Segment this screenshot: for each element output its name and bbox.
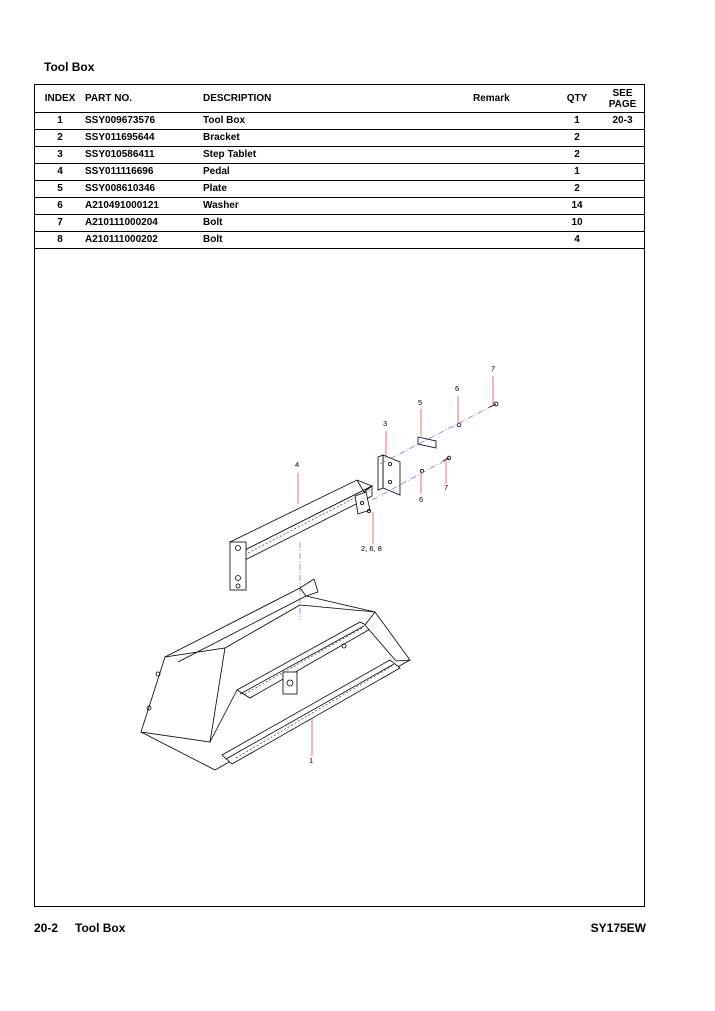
- tool-box-drawing: [141, 579, 410, 770]
- callout-7-top: 7: [491, 364, 496, 373]
- cell-qty: 10: [553, 215, 601, 232]
- cell-see-page: 20-3: [601, 113, 644, 130]
- cell-index: 8: [35, 232, 85, 249]
- section-title: Tool Box: [44, 60, 95, 74]
- cell-part-no: A210491000121: [85, 198, 203, 215]
- cell-part-no: A210111000204: [85, 215, 203, 232]
- cell-description: Pedal: [203, 164, 473, 181]
- cell-index: 7: [35, 215, 85, 232]
- callout-6-top: 6: [455, 384, 460, 393]
- cell-index: 1: [35, 113, 85, 130]
- cell-index: 5: [35, 181, 85, 198]
- footer-page-number: 20-2: [34, 921, 59, 935]
- header-qty: QTY: [553, 85, 601, 113]
- callout-7-bottom: 7: [444, 483, 449, 492]
- cell-qty: 1: [553, 113, 601, 130]
- cell-qty: 2: [553, 130, 601, 147]
- cell-index: 4: [35, 164, 85, 181]
- cell-qty: 14: [553, 198, 601, 215]
- cell-description: Bolt: [203, 232, 473, 249]
- footer-title: Tool Box: [75, 921, 126, 935]
- plate-drawing: [418, 437, 436, 448]
- cell-qty: 4: [553, 232, 601, 249]
- cell-index: 2: [35, 130, 85, 147]
- callout-4: 4: [295, 460, 300, 469]
- cell-description: Step Tablet: [203, 147, 473, 164]
- cell-qty: 1: [553, 164, 601, 181]
- cell-description: Plate: [203, 181, 473, 198]
- cell-index: 6: [35, 198, 85, 215]
- cell-description: Washer: [203, 198, 473, 215]
- callout-6-bottom: 6: [419, 495, 424, 504]
- cell-part-no: SSY011695644: [85, 130, 203, 147]
- cell-part-no: SSY009673576: [85, 113, 203, 130]
- cell-part-no: A210111000202: [85, 232, 203, 249]
- cell-index: 3: [35, 147, 85, 164]
- cell-qty: 2: [553, 181, 601, 198]
- cell-description: Bracket: [203, 130, 473, 147]
- header-remark: Remark: [473, 85, 553, 113]
- header-see-line1: SEE: [612, 87, 633, 99]
- header-index: INDEX: [35, 85, 85, 113]
- footer-model: SY175EW: [590, 921, 646, 935]
- cell-qty: 2: [553, 147, 601, 164]
- cell-part-no: SSY010586411: [85, 147, 203, 164]
- callout-2-6-8: 2, 6, 8: [361, 544, 382, 553]
- step-tablet-drawing: [378, 455, 400, 495]
- cell-part-no: SSY011116696: [85, 164, 203, 181]
- cell-description: Bolt: [203, 215, 473, 232]
- callout-3: 3: [383, 419, 388, 428]
- callout-5: 5: [418, 398, 423, 407]
- cell-part-no: SSY008610346: [85, 181, 203, 198]
- header-see-line2: PAGE: [608, 98, 637, 110]
- header-description: DESCRIPTION: [203, 85, 473, 113]
- header-part-no: PART NO.: [85, 85, 203, 113]
- pedal-drawing: [230, 480, 372, 590]
- cell-description: Tool Box: [203, 113, 473, 130]
- callout-1: 1: [309, 756, 314, 765]
